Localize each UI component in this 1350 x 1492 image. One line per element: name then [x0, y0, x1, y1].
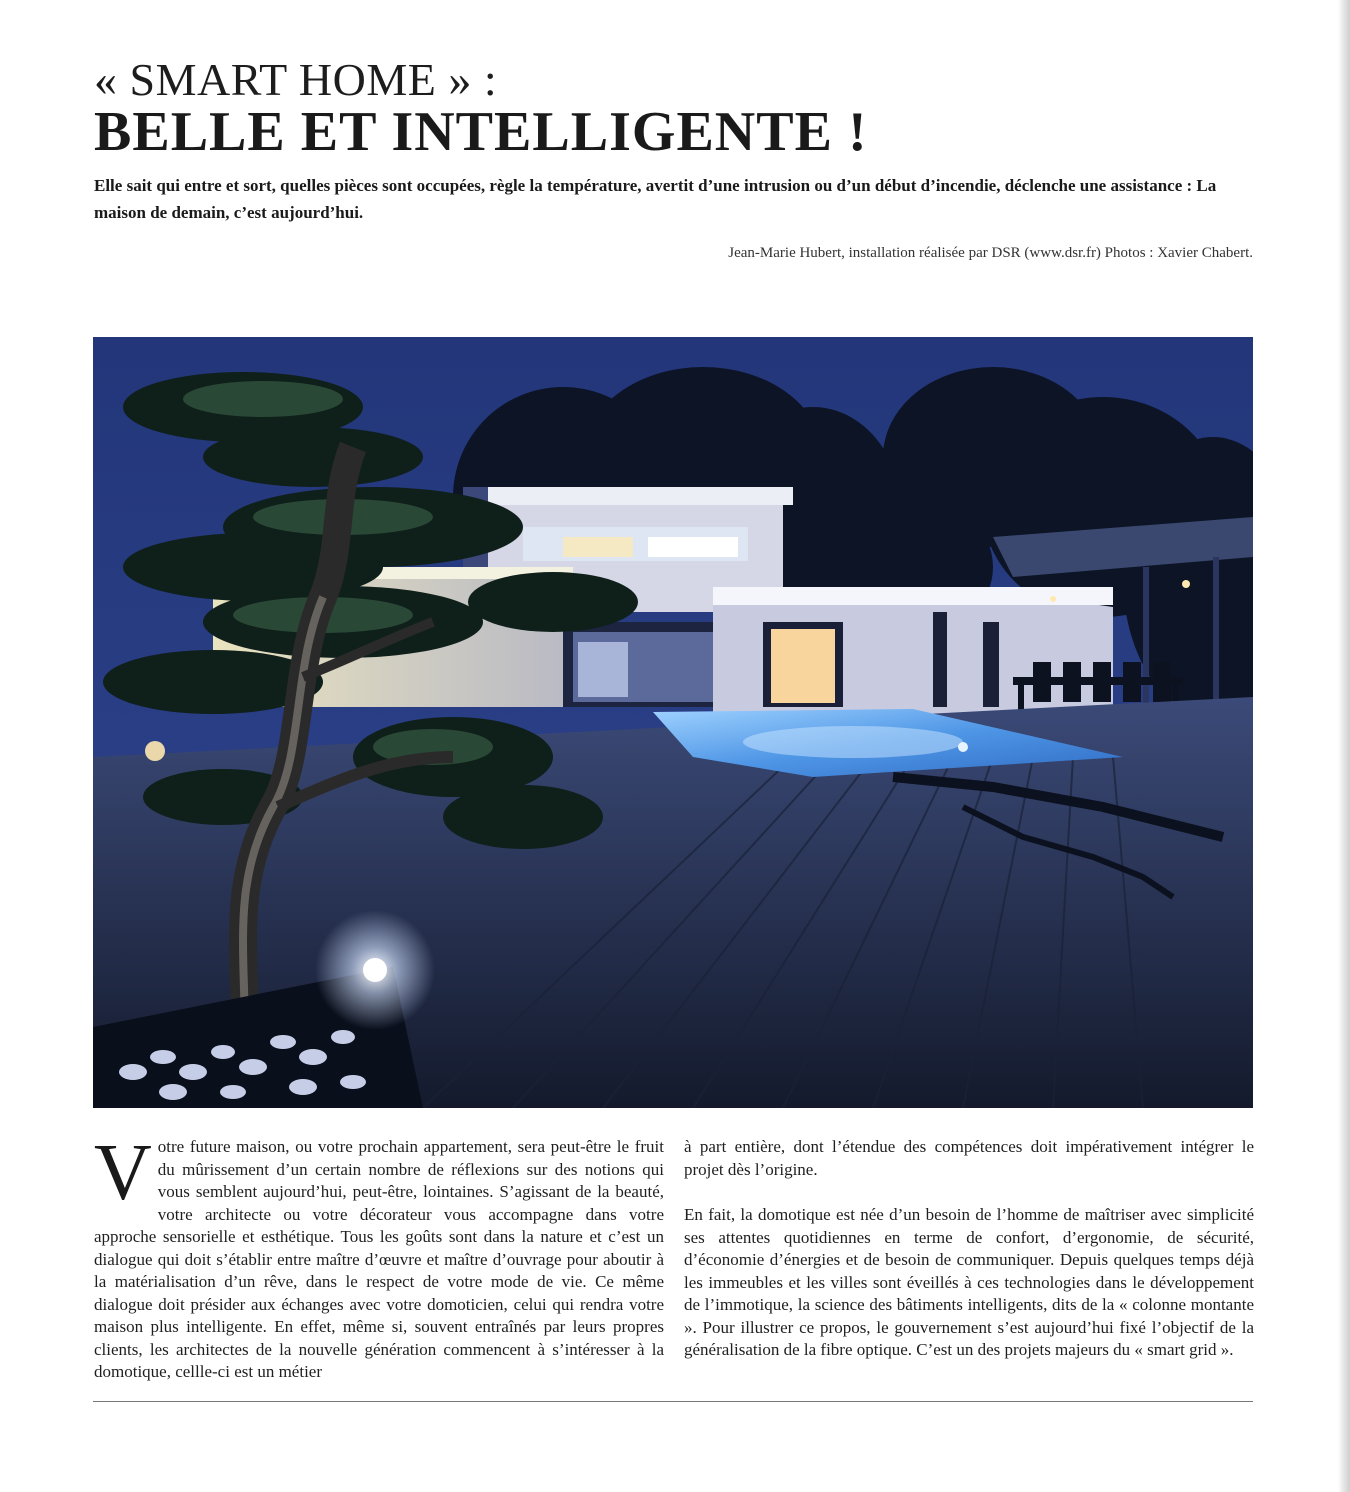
- drop-cap: V: [94, 1129, 152, 1217]
- body-paragraph-1: [94, 1129, 664, 1384]
- bottom-divider: [93, 1401, 1253, 1402]
- article-lead: Elle sait qui entre et sort, quelles pièces sont occupées, règle la température, avertit d’une intrusion ou d’un début d’incendie, déclenche une assistance : La maison de demain, c’est aujourd’hui.: [94, 176, 1217, 222]
- article-headline: BELLE ET INTELLIGENTE !: [94, 101, 868, 163]
- body-paragraph-2: En fait, la domotique est née d’un besoin de l’homme de maîtriser avec simplicité ses attentes quotidiennes en terme de confort, d’ergonomie, de sécurité, d’économie d’énergies et de besoin de communiquer. Depuis quelques temps déjà les immeubles et les villes sont éveillés à ces technologies dans le développement de l’immotique, la science des bâtiments intelligents, dits de la « colonne montante ». Pour illustrer ce propos, le gouvernement s’est aujourd’hui fixé l’objectif de la généralisation de la fibre optique. C’est un des projets majeurs du « smart grid ».: [684, 1205, 1254, 1359]
- article-kicker: « SMART HOME » :: [94, 54, 498, 105]
- page-spine-shadow: [1338, 0, 1350, 1492]
- modern-villa-night-pool-photo: [93, 337, 1253, 1108]
- body-column-left: [94, 1129, 664, 1384]
- hero-photo: [93, 337, 1253, 1108]
- body-paragraph-continued: à part entière, dont l’étendue des compétences doit impérativement intégrer le projet dès l’origine.: [684, 1137, 1254, 1179]
- article-credits: Jean-Marie Hubert, installation réalisée par DSR (www.dsr.fr) Photos : Xavier Chabert.: [728, 245, 1253, 261]
- body-column-right: [684, 1136, 1254, 1362]
- body-paragraph-1-text: otre future maison, ou votre prochain appartement, sera peut-être le fruit du mûrissement d’un certain nombre de réflexions sur des notions qui vous semblent aujourd’hui, peut-être, lointaines. S’agissant de la beauté, votre architecte ou votre décorateur vous accompagne dans votre approche sensorielle et esthétique. Tous les goûts sont dans la nature et c’est un dialogue qui doit s’établir entre maître d’œuvre et maître d’ouvrage pour aboutir à la matérialisation d’un rêve, dans le respect de votre mode de vie. Ce même dialogue doit présider aux échanges avec votre domoticien, celui qui rendra votre maison plus intelligente. En effet, même si, souvent entraînés par leurs propres clients, les architectes de la nouvelle génération commencent à s’intéresser à la domotique, cellle-ci est un métier: [94, 1137, 664, 1381]
